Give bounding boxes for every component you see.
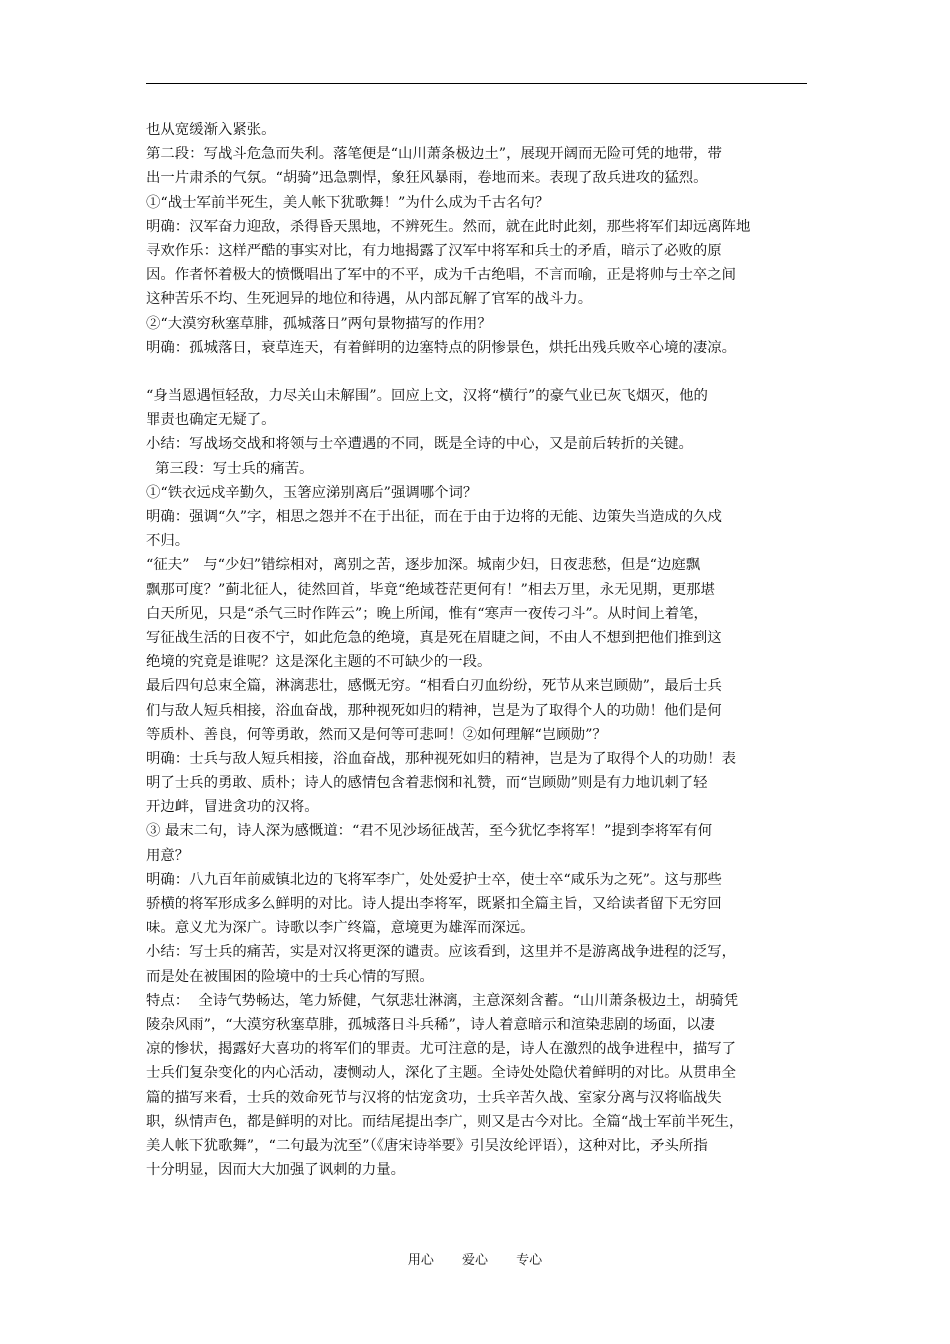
text-line: 明确：八九百年前威镇北边的飞将军李广，处处爱护士卒，使士卒“咸乐为之死”。这与那些 <box>146 871 722 888</box>
text-line: 用意？ <box>146 847 190 864</box>
text-line: 味。意义尤为深广。诗歌以李广终篇，意境更为雄浑而深远。 <box>146 920 535 937</box>
text-line: 出一片肃杀的气氛。“胡骑”迅急剽悍，象狂风暴雨，卷地而来。表现了敌兵进攻的猛烈。 <box>146 170 708 187</box>
text-line: 明确：汉军奋力迎敌，杀得昏天黑地，不辨死生。然而，就在此时此刻，那些将军们却远离阵地 <box>146 218 751 235</box>
text-line: 也从宽缓渐入紧张。 <box>146 122 276 138</box>
text-line: 罪责也确定无疑了。 <box>146 412 276 429</box>
text-line: 特点： 全诗气势畅达，笔力矫健，气氛悲壮淋漓，主意深刻含蓄。“山川萧条极边土，胡骑凭 <box>146 992 739 1009</box>
text-line: 不归。 <box>146 533 190 550</box>
text-line: 白天所见，只是“杀气三时作阵云”；晚上所闻，惟有“寒声一夜传刁斗”。从时间上着笔， <box>146 605 708 622</box>
text-line: 第二段：写战斗危急而失利。落笔便是“山川萧条极边土”，展现开阔而无险可凭的地带，带 <box>146 146 722 163</box>
text-line: 写征战生活的日夜不宁，如此危急的绝境，真是死在眉睫之间，不由人不想到把他们推到这 <box>146 629 722 646</box>
text-line: 明确：士兵与敌人短兵相接，浴血奋战，那种视死如归的精神，岂是为了取得个人的功勋！表 <box>146 750 737 767</box>
text-line: 明了士兵的勇敢、质朴；诗人的感情包含着悲悯和礼赞，而“岂顾勋”则是有力地讥刺了轻 <box>146 775 708 792</box>
text-line: 小结：写战场交战和将领与士卒遭遇的不同，既是全诗的中心，又是前后转折的关键。 <box>146 436 693 453</box>
footer-text: 爱心 <box>461 1253 488 1268</box>
text-line: 绝境的究竟是谁呢？这是深化主题的不可缺少的一段。 <box>146 654 492 671</box>
text-line: 因。作者怀着极大的愤慨唱出了军中的不平，成为千古绝唱，不言而喻，正是将帅与士卒之间 <box>146 267 737 284</box>
text-line: 这种苦乐不均、生死迥异的地位和待遇，从内部瓦解了官军的战斗力。 <box>146 291 593 308</box>
text-line: 美人帐下犹歌舞”，“二句最为沈至”（《唐宋诗举要》引吴汝纶评语），这种对比，矛头所指 <box>146 1137 708 1154</box>
blank-line <box>146 360 807 384</box>
page-footer <box>0 1249 950 1268</box>
header-rule <box>146 83 807 84</box>
text-line: ②“大漠穷秋塞草腓，孤城落日”两句景物描写的作用？ <box>146 315 492 332</box>
text-line: 明确：强调“久”字，相思之怨并不在于出征，而在于由于边将的无能、边策失当造成的久戍 <box>146 509 722 525</box>
text-line: “身当恩遇恒轻敌，力尽关山未解围”。回应上文，汉将“横行”的豪气业已灰飞烟灭，他的 <box>146 388 708 405</box>
text-line: 等质朴、善良，何等勇敢，然而又是何等可悲呵！②如何理解“岂顾勋”？ <box>146 726 607 743</box>
footer-text: 用心 <box>407 1253 434 1268</box>
text-line: 而是处在被围困的险境中的士兵心情的写照。 <box>146 968 434 985</box>
text-line: 飘那可度？”蓟北征人，徒然回首，毕竟“绝域苍茫更何有！”相去万里，永无见期，更那堪 <box>146 581 715 598</box>
document-body <box>146 118 807 1182</box>
footer-text: 专心 <box>516 1253 543 1268</box>
text-line: 第三段：写士兵的痛苦。 <box>146 460 314 477</box>
text-line: 最后四句总束全篇，淋漓悲壮，感慨无穷。“相看白刃血纷纷，死节从来岂顾勋”，最后士兵 <box>146 678 722 695</box>
text-line: “征夫” 与“少妇”错综相对，离别之苦，逐步加深。城南少妇，日夜悲愁，但是“边庭飘 <box>146 557 701 574</box>
text-line: ③ 最末二句，诗人深为感慨道：“君不见沙场征战苦，至今犹忆李将军！”提到李将军有何 <box>146 823 713 840</box>
text-line: 凉的惨状，揭露好大喜功的将军们的罪责。尤可注意的是，诗人在激烈的战争进程中，描写了 <box>146 1041 737 1058</box>
text-line: 十分明显，因而大大加强了讽刺的力量。 <box>146 1162 406 1179</box>
text-line: ①“战士军前半死生，美人帐下犹歌舞！”为什么成为千古名句？ <box>146 194 550 211</box>
text-line: 士兵们复杂变化的内心活动，凄恻动人，深化了主题。全诗处处隐伏着鲜明的对比。从贯串全 <box>146 1065 737 1082</box>
text-line: 陵杂风雨”，“大漠穷秋塞草腓，孤城落日斗兵稀”，诗人着意暗示和渲染悲剧的场面，以凄 <box>146 1016 715 1033</box>
text-line: 开边衅，冒进贪功的汉将。 <box>146 799 319 816</box>
text-line: 明确：孤城落日，衰草连天，有着鲜明的边塞特点的阴惨景色，烘托出残兵败卒心境的凄凉。 <box>146 339 737 356</box>
text-line: 小结：写士兵的痛苦，实是对汉将更深的谴责。应该看到，这里并不是游离战争进程的泛写， <box>146 944 737 961</box>
text-line: 篇的描写来看，士兵的效命死节与汉将的怙宠贪功，士兵辛苦久战、室家分离与汉将临战失 <box>146 1089 722 1106</box>
text-line: 寻欢作乐：这样严酷的事实对比，有力地揭露了汉军中将军和兵士的矛盾，暗示了必败的原 <box>146 242 722 259</box>
text-line: 骄横的将军形成多么鲜明的对比。诗人提出李将军，既紧扣全篇主旨，又给读者留下无穷回 <box>146 896 722 912</box>
text-line: 们与敌人短兵相接，浴血奋战，那种视死如归的精神，岂是为了取得个人的功勋！他们是何 <box>146 702 722 719</box>
text-line: 职，纵情声色，都是鲜明的对比。而结尾提出李广，则又是古今对比。全篇“战士军前半死生， <box>146 1113 744 1130</box>
text-line: ①“铁衣远戍辛勤久，玉箸应涕别离后”强调哪个词？ <box>146 484 478 501</box>
